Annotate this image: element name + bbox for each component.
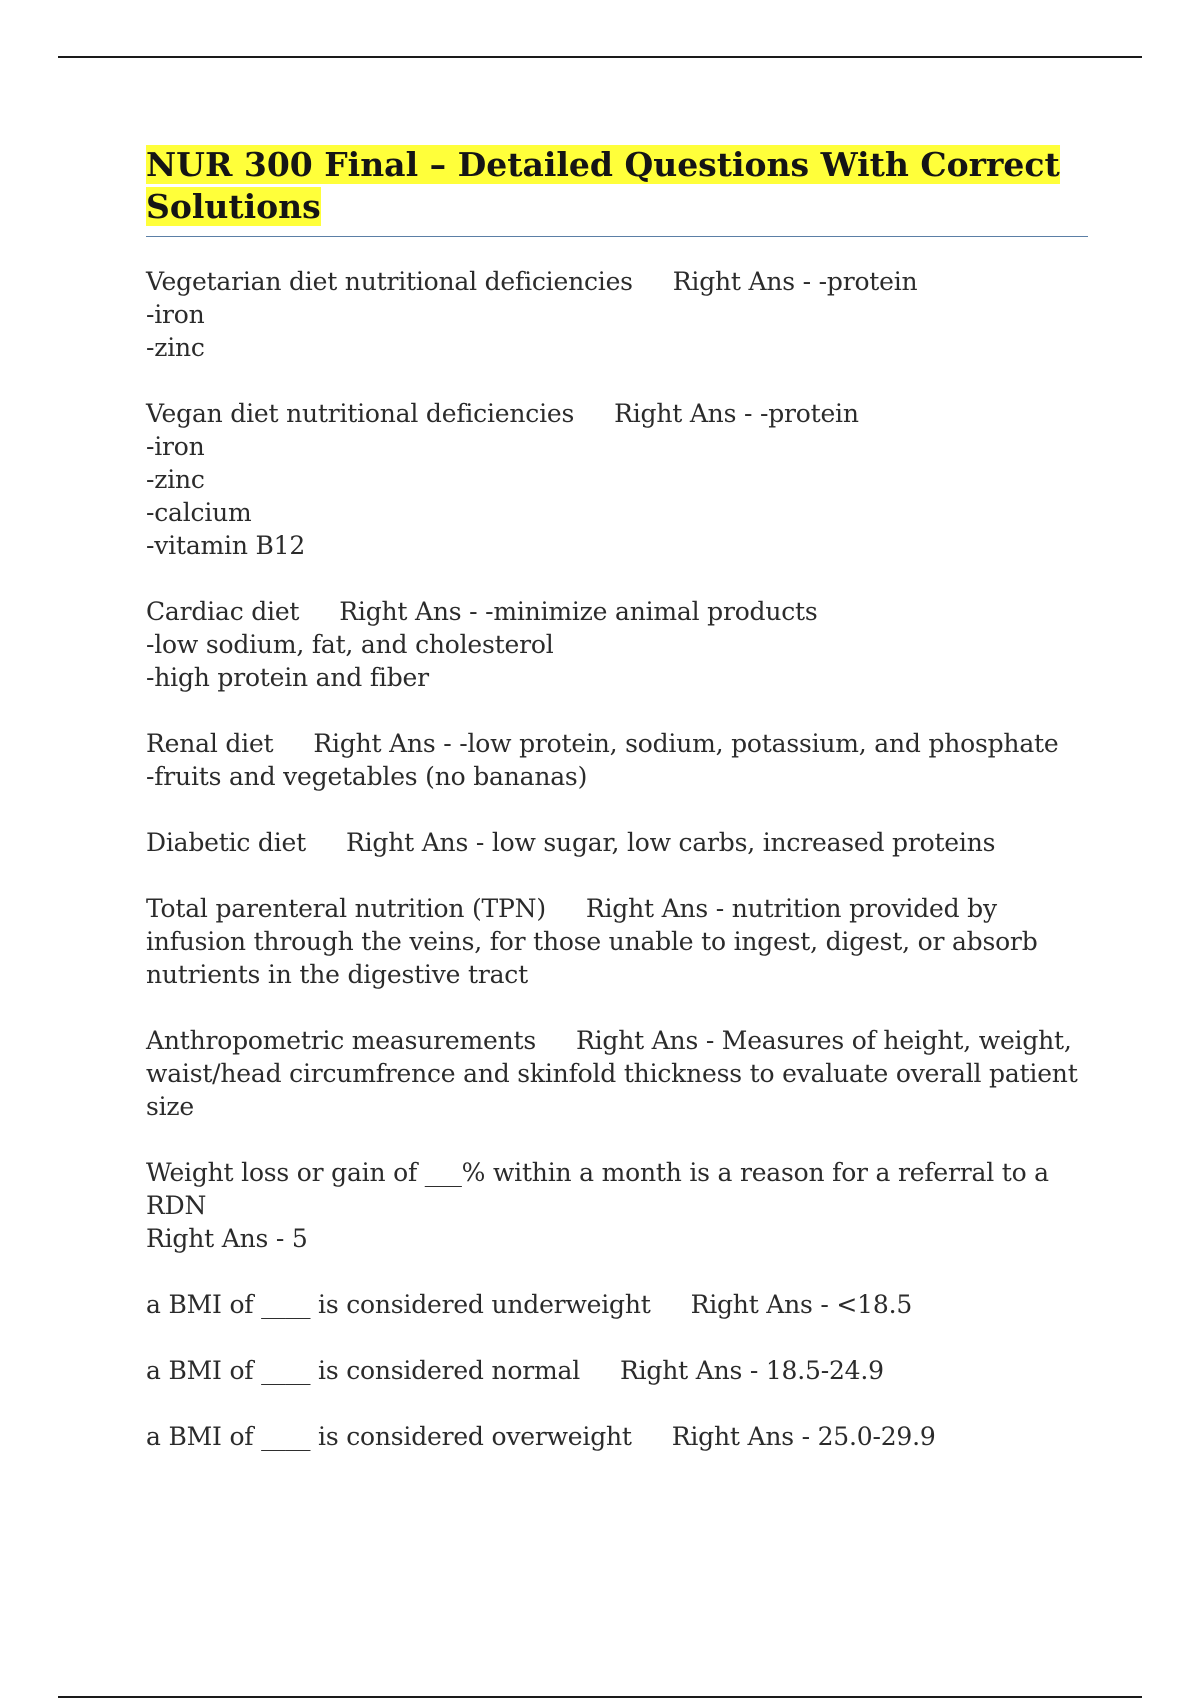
qa-item	[146, 1354, 1088, 1387]
answer-text: Right Ans - <18.5	[690, 1290, 913, 1319]
question-text: Cardiac diet	[146, 597, 300, 626]
answer-line: -calcium	[146, 498, 252, 527]
qa-item	[146, 1024, 1088, 1123]
answer-text: Right Ans - 5	[146, 1224, 308, 1253]
question-text: Anthropometric measurements	[146, 1026, 536, 1055]
question-text: Diabetic diet	[146, 828, 306, 857]
qa-item	[146, 892, 1088, 991]
answer-text: Right Ans - 25.0-29.9	[671, 1422, 936, 1451]
question-text: Total parenteral nutrition (TPN)	[146, 894, 546, 923]
answer-line: -zinc	[146, 465, 205, 494]
answer-line: -low sodium, fat, and cholesterol	[146, 630, 554, 659]
answer-line: -iron	[146, 432, 205, 461]
answer-text: Right Ans - -minimize animal products	[339, 597, 818, 626]
answer-text: Right Ans - 18.5-24.9	[620, 1356, 884, 1385]
answer-text: Right Ans - -protein	[614, 399, 859, 428]
document-body	[146, 144, 1088, 1486]
qa-item	[146, 826, 1088, 859]
qa-item	[146, 1156, 1088, 1255]
qa-item	[146, 1420, 1088, 1453]
question-text: Renal diet	[146, 729, 274, 758]
answer-line: -vitamin B12	[146, 531, 306, 560]
qa-item	[146, 595, 1088, 694]
qa-item	[146, 397, 1088, 562]
qa-item	[146, 1288, 1088, 1321]
page-top-rule	[58, 56, 1142, 58]
answer-line: -zinc	[146, 333, 205, 362]
question-text: a BMI of ____ is considered overweight	[146, 1422, 632, 1451]
question-text: Weight loss or gain of ___% within a month is a reason for a referral to a RDN	[146, 1158, 1049, 1220]
document-title-text: NUR 300 Final – Detailed Questions With Correct Solutions	[146, 145, 1060, 226]
answer-text: Right Ans - low sugar, low carbs, increased proteins	[345, 828, 996, 857]
question-text: a BMI of ____ is considered normal	[146, 1356, 580, 1385]
question-text: Vegan diet nutritional deficiencies	[146, 399, 575, 428]
page-bottom-rule	[58, 1696, 1142, 1698]
answer-text: Right Ans - -protein	[672, 267, 918, 296]
question-text: a BMI of ____ is considered underweight	[146, 1290, 651, 1319]
qa-list	[146, 265, 1088, 1453]
answer-line: -iron	[146, 300, 205, 329]
answer-line: -fruits and vegetables (no bananas)	[146, 762, 588, 791]
qa-item	[146, 265, 1088, 364]
answer-line: -high protein and fiber	[146, 663, 429, 692]
answer-text: Right Ans - Measures of height, weight, waist/head circumfrence and skinfold thickness to evaluate overall patient size	[146, 1026, 1078, 1121]
question-text: Vegetarian diet nutritional deficiencies	[146, 267, 633, 296]
qa-item	[146, 727, 1088, 793]
answer-text: Right Ans - -low protein, sodium, potassium, and phosphate	[313, 729, 1059, 758]
document-title	[146, 144, 1088, 237]
answer-text: Right Ans - nutrition provided by infusion through the veins, for those unable to ingest, digest, or absorb nutrients in the digestive tract	[146, 894, 1038, 989]
